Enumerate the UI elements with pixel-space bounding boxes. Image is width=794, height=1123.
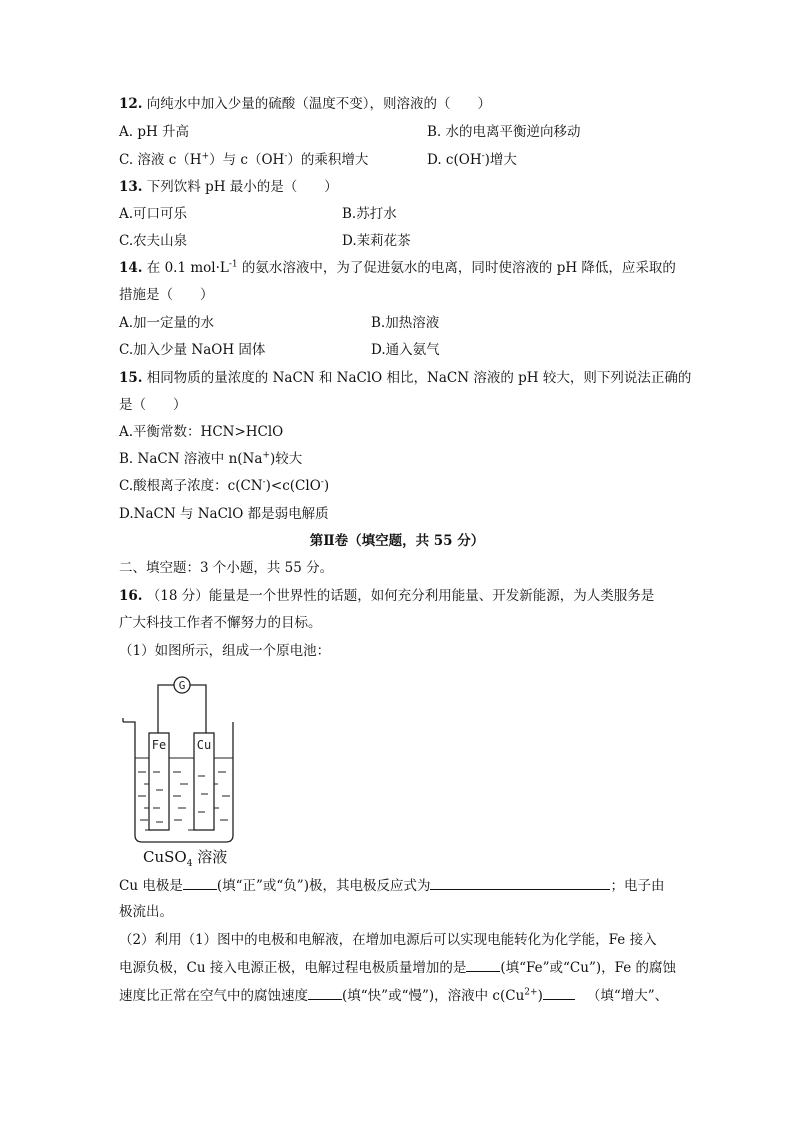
- q15-option-b: B. NaCN 溶液中 n(Na+)较大: [119, 450, 303, 467]
- answer-blank[interactable]: [466, 958, 500, 972]
- q15-stem-text: 相同物质的量浓度的 NaCN 和 NaClO 相比，NaCN 溶液的 pH 较大，则下列说法正确的: [146, 370, 692, 386]
- q15-option-c: C.酸根离子浓度：c(CN-)<c(ClO-): [119, 477, 330, 494]
- q13-option-d: D.茉莉花茶: [342, 233, 411, 249]
- q12-option-d: D. c(OH-)增大: [427, 151, 517, 168]
- q15-number: 15.: [119, 370, 143, 386]
- section-heading: 第Ⅱ卷（填空题，共 55 分）: [309, 533, 485, 549]
- q16-stem: [119, 587, 654, 605]
- q16-fill1: Cu 电极是 (填“正”或“负”)极，其电极反应式为 ；电子由: [119, 878, 665, 894]
- answer-blank[interactable]: [308, 986, 342, 1000]
- q12-number: 12.: [119, 96, 143, 112]
- q14-option-b: B.加热溶液: [371, 315, 440, 331]
- q14-option-c: C.加入少量 NaOH 固体: [119, 342, 266, 358]
- q16-part2-line2: 电源负极，Cu 接入电源正极，电解过程电极质量增加的是 (填“Fe”或“Cu”)，Fe 的腐蚀: [119, 960, 677, 976]
- q16-stem-text: （18 分）能量是一个世界性的话题，如何充分利用能量、开发新能源，为人类服务是: [146, 588, 655, 604]
- q12-option-c: C. 溶液 c（H+）与 c（OH-）的乘积增大: [119, 151, 369, 168]
- q16-stem-line2: 广大科技工作者不懈努力的目标。: [119, 615, 322, 631]
- q15-stem-line2: 是（ ）: [119, 397, 187, 413]
- q14-option-a: A.加一定量的水: [119, 315, 215, 331]
- section-intro: 二、填空题：3 个小题，共 55 分。: [119, 560, 334, 576]
- q12-stem: [119, 95, 491, 113]
- answer-blank[interactable]: [183, 876, 217, 890]
- galvanometer-label: G: [178, 679, 186, 692]
- q15-option-d: D.NaCN 与 NaClO 都是弱电解质: [119, 506, 329, 522]
- q14-option-d: D.通入氨气: [371, 342, 440, 358]
- q14-stem: 14. 在 0.1 $mol\cdot L^{-1}$ 的氨水溶液中，为了促进氨水的电离，同时使溶液的 pH 降低，应采取的: [119, 259, 676, 276]
- q13-stem: [119, 178, 338, 196]
- q12-stem-text: 向纯水中加入少量的硫酸（温度不变），则溶液的（ ）: [146, 96, 492, 112]
- fe-electrode-label: Fe: [151, 738, 167, 752]
- beaker: [123, 718, 233, 842]
- q12-option-b: B. 水的电离平衡逆向移动: [427, 124, 581, 140]
- answer-blank[interactable]: [543, 986, 575, 1000]
- q13-number: 13.: [119, 179, 143, 195]
- q16-part2-line1: （2）利用（1）图中的电极和电解液，在增加电源后可以实现电能转化为化学能，Fe 接入: [119, 932, 657, 948]
- q14-stem-line2: 措施是（ ）: [119, 287, 214, 303]
- cu-electrode: [194, 733, 214, 830]
- q16-part2-line3: 速度比正常在空气中的腐蚀速度 (填“快”或“慢”)，溶液中 $c(Cu^{2+})$ （填“增大”、: [119, 987, 669, 1004]
- q16-fill1-line2: 极流出。: [119, 904, 173, 920]
- q13-stem-text: 下列饮料 pH 最小的是（ ）: [146, 179, 338, 195]
- q13-option-a: A.可口可乐: [119, 206, 188, 222]
- answer-blank[interactable]: [430, 876, 610, 890]
- q16-number: 16.: [119, 588, 143, 604]
- q13-option-c: C.农夫山泉: [119, 233, 188, 249]
- q15-option-a: A.平衡常数：HCN>HClO: [119, 424, 284, 440]
- q16-part1: （1）如图所示，组成一个原电池：: [119, 643, 331, 659]
- cu-electrode-label: Cu: [196, 738, 212, 752]
- q14-number: 14.: [119, 260, 143, 276]
- galvanometer-icon: [174, 677, 190, 693]
- q13-option-b: B.苏打水: [342, 206, 397, 222]
- galvanic-cell-diagram: [118, 672, 248, 872]
- fe-electrode: [149, 733, 169, 830]
- q12-option-a: A. pH 升高: [119, 124, 190, 140]
- q15-stem: [119, 369, 691, 387]
- figure-caption: CuSO$_4$ 溶液: [143, 848, 228, 869]
